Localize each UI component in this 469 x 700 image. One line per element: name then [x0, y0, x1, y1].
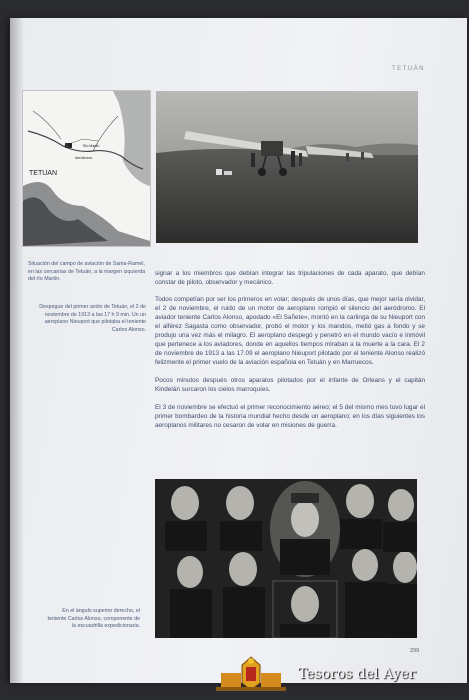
map-river-label: Río Martín — [83, 144, 100, 148]
coat-of-arms-icon — [216, 653, 286, 693]
map-city-label: TETUAN — [29, 170, 57, 177]
running-head: TETUÁN — [392, 66, 425, 72]
page-number: 299 — [410, 648, 420, 654]
map-field-label: Aeródromo — [75, 156, 93, 160]
paragraph-first-flight: Todos competían por ser los primeros en volar; después de unos días, que mejor sería olvidar, el 2 de noviembre, el ruido de un motor de aeroplano rompió el silencio del aeródromo. El aviador teniente Carlos Alonso, apodado «El Sañete», montó en la carlinga de su Nieuport con el alférez Sagasta como observador, probó el motor y los mandos, metió gas a fondo y se produjo una vez más el milagro. El aeroplano despegó y penetró en el mundo vacío e inmóvil que pertenece a los aviadores, donde en aquellos tiempos miraban a la muerte a la cara. El 2 de noviembre de 1913 a las 17.09 el aeroplano Nieuport pilotado por el teniente Alonso realizó felizmente el primer vuelo de la aviación española en Tetuán y en Marruecos. — [155, 296, 425, 366]
airplane-photo — [156, 91, 418, 243]
paragraph-other-pilots: Pocos minutos después otros aparatos pilotados por el infante de Orleans y el capitán Kindelán surcaron los cielos marroquíes. — [155, 377, 425, 393]
watermark — [216, 653, 466, 695]
map-illustration — [22, 90, 151, 247]
paragraph-reconnaissance: El 3 de noviembre se efectuó el primer reconocimiento aéreo; el 5 del mismo mes tuvo lugar el primer bombardeo de la historia mundial hecho desde un aeroplano; en los días siguientes los aeroplanos militares no cesaron de volar en misiones de guerra. — [155, 404, 425, 429]
flight-caption: Despegue del primer avión de Tetuán, el 2 de noviembre de 1913 a las 17 h 9 min. Un un aeroplano Nieuport que pilotaba el teniente Carlos Alonso. — [39, 304, 146, 333]
map-caption: Situación del campo de aviación de Sania-Ramel, en las cercanías de Tetuán, a la margen izquierda del río Martín. — [28, 261, 146, 282]
officers-caption: En el ángulo superior derecho, el teniente Carlos Alonso, componente de la escuadrilla expedicionaria. — [47, 608, 140, 629]
book-page — [10, 18, 467, 683]
body-text-top — [155, 269, 425, 296]
body-text-main — [155, 295, 425, 439]
paragraph-intro: signar a los miembros que debían integrar las tripulaciones de cada aparato, que debían constar de piloto, observador y mecánico. — [155, 270, 425, 286]
watermark-text: Tesoros del Ayer — [298, 666, 416, 682]
officers-portrait-photo — [155, 479, 417, 638]
